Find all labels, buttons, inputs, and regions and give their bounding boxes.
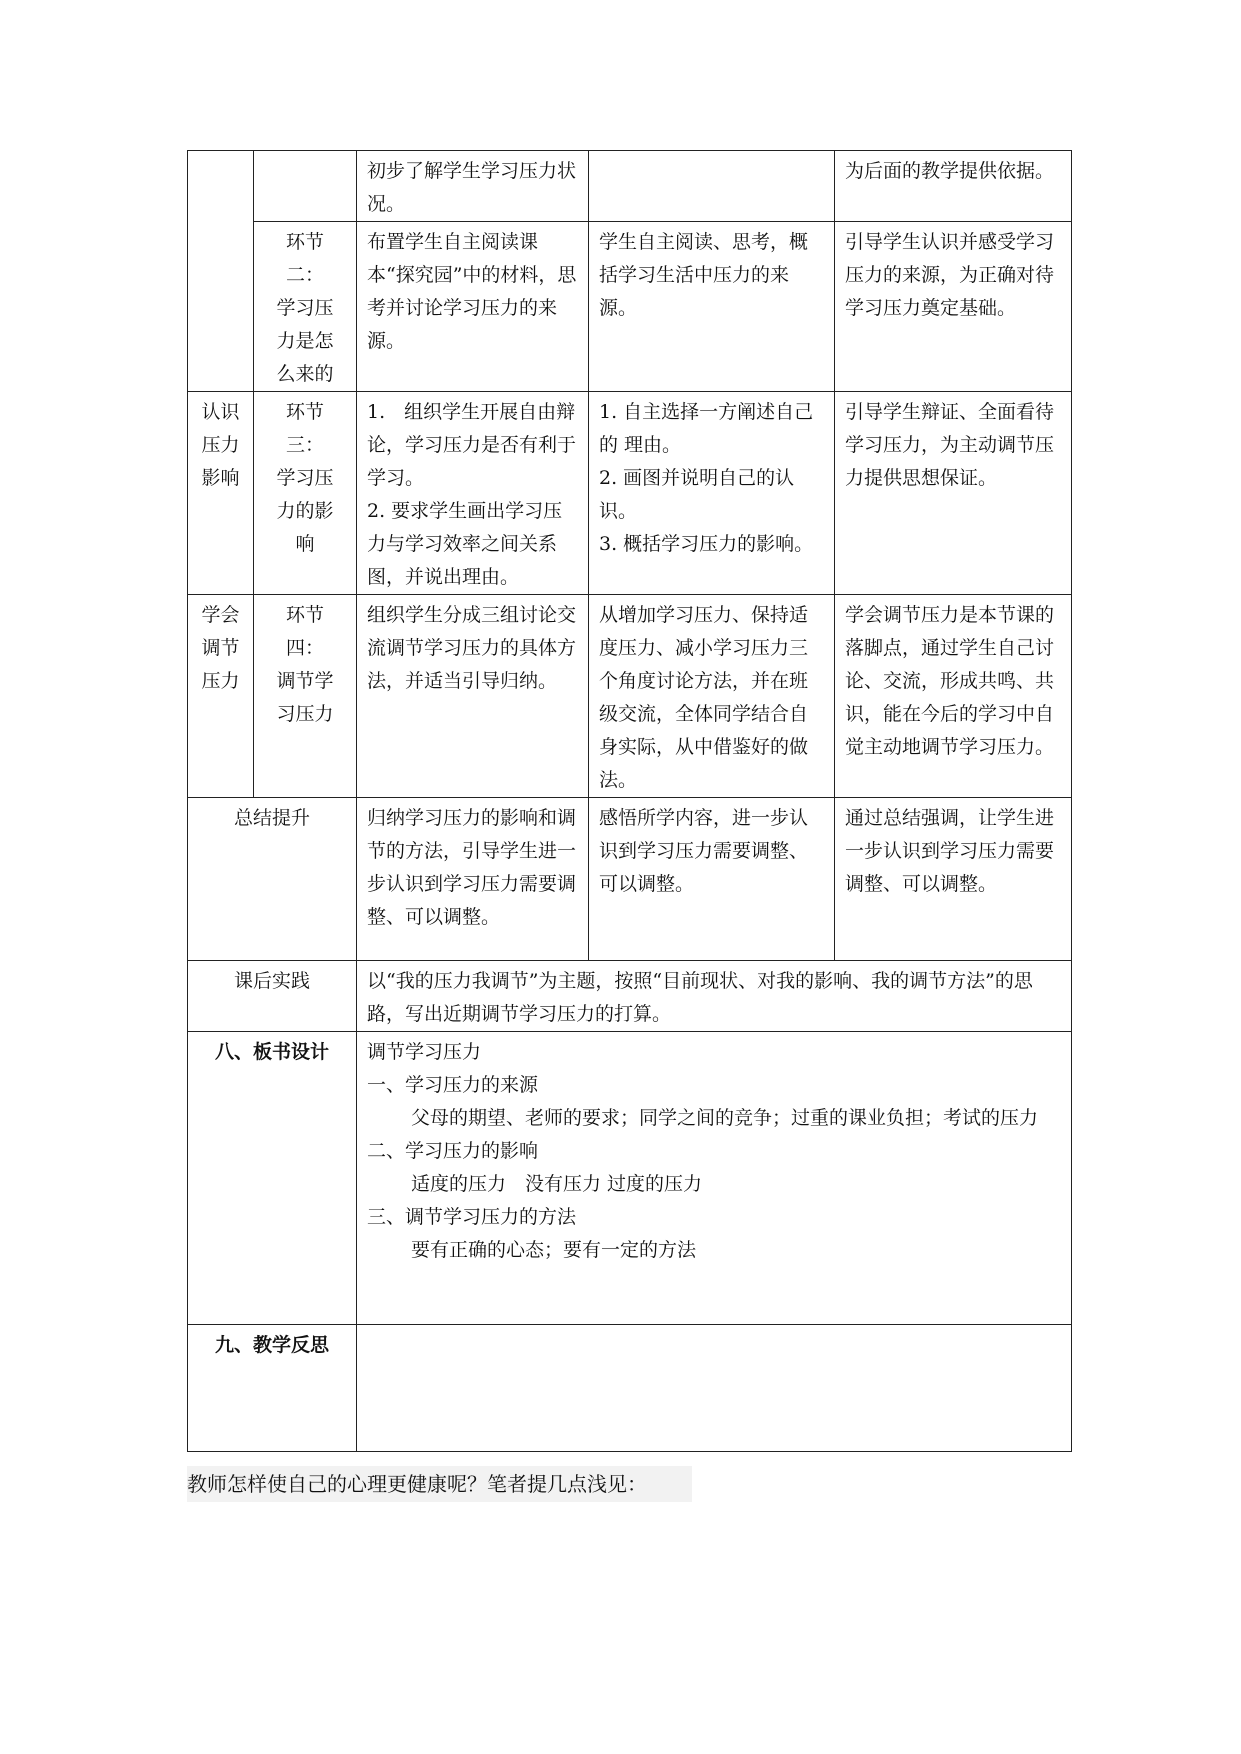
board-section-3: 三、调节学习压力的方法 bbox=[367, 1206, 577, 1228]
board-design-label-cell: 八、板书设计 bbox=[188, 1032, 357, 1325]
board-design-content-cell bbox=[357, 1032, 1072, 1325]
design-intent-cell: 通过总结强调，让学生进一步认识到学习压力需要调整、可以调整。 bbox=[835, 798, 1072, 961]
student-activity-cell: 1. 自主选择一方阐述自己的 理由。 2. 画图并说明自己的认识。 3. 概括学习压力的影响。 bbox=[589, 392, 835, 595]
board-section-2: 二、学习压力的影响 bbox=[367, 1140, 539, 1162]
design-intent-cell: 引导学生认识并感受学习压力的来源，为正确对待学习压力奠定基础。 bbox=[835, 222, 1072, 392]
board-section-3-detail: 要有正确的心态；要有一定的方法 bbox=[411, 1239, 697, 1261]
design-intent-cell: 为后面的教学提供依据。 bbox=[835, 151, 1072, 222]
summary-label-cell: 总结提升 bbox=[188, 798, 357, 961]
link-two-cell: 环节 二： 学习压 力是怎 么来的 bbox=[254, 222, 357, 392]
student-activity-cell: 感悟所学内容，进一步认识到学习压力需要调整、可以调整。 bbox=[589, 798, 835, 961]
teacher-activity-cell: 初步了解学生学习压力状况。 bbox=[357, 151, 589, 222]
student-activity-cell: 学生自主阅读、思考，概括学习生活中压力的来源。 bbox=[589, 222, 835, 392]
link-four-cell: 环节 四： 调节学 习压力 bbox=[254, 595, 357, 798]
table-row bbox=[188, 1032, 1072, 1325]
board-title: 调节学习压力 bbox=[367, 1041, 482, 1063]
student-activity-cell bbox=[589, 151, 835, 222]
stage-cell-empty bbox=[188, 151, 254, 392]
board-section-1-detail: 父母的期望、老师的要求；同学之间的竞争；过重的课业负担；考试的压力 bbox=[411, 1107, 1039, 1129]
stage-cell: 学会 调节 压力 bbox=[188, 595, 254, 798]
table-row bbox=[188, 961, 1072, 1032]
table-row bbox=[188, 1325, 1072, 1452]
student-activity-cell: 从增加学习压力、保持适度压力、减小学习压力三个角度讨论方法，并在班级交流，全体同学结合自身实际，从中借鉴好的做法。 bbox=[589, 595, 835, 798]
lesson-plan-table bbox=[187, 150, 1072, 1452]
practice-content-cell: 以“我的压力我调节”为主题，按照“目前现状、对我的影响、我的调节方法”的思路，写出近期调节学习压力的打算。 bbox=[357, 961, 1072, 1032]
practice-label-cell: 课后实践 bbox=[188, 961, 357, 1032]
table-row bbox=[188, 392, 1072, 595]
teacher-activity-cell: 组织学生分成三组讨论交流调节学习压力的具体方法，并适当引导归纳。 bbox=[357, 595, 589, 798]
design-intent-cell: 引导学生辩证、全面看待学习压力，为主动调节压力提供思想保证。 bbox=[835, 392, 1072, 595]
link-three-cell: 环节 三： 学习压 力的影 响 bbox=[254, 392, 357, 595]
body-paragraph: 教师怎样使自己的心理更健康呢？笔者提几点浅见： bbox=[187, 1466, 692, 1502]
table-row bbox=[188, 222, 1072, 392]
table-row bbox=[188, 595, 1072, 798]
board-section-2-detail: 适度的压力 没有压力 过度的压力 bbox=[411, 1173, 703, 1195]
teacher-activity-cell: 归纳学习压力的影响和调节的方法，引导学生进一步认识到学习压力需要调整、可以调整。 bbox=[357, 798, 589, 961]
stage-cell: 认识 压力 影响 bbox=[188, 392, 254, 595]
board-section-1: 一、学习压力的来源 bbox=[367, 1074, 539, 1096]
teacher-activity-cell: 布置学生自主阅读课本“探究园”中的材料，思考并讨论学习压力的来源。 bbox=[357, 222, 589, 392]
table-row bbox=[188, 151, 1072, 222]
design-intent-cell: 学会调节压力是本节课的落脚点，通过学生自己讨论、交流，形成共鸣、共识，能在今后的学习中自觉主动地调节学习压力。 bbox=[835, 595, 1072, 798]
teacher-activity-cell: 1. 组织学生开展自由辩论，学习压力是否有利于学习。 2. 要求学生画出学习压力与学习效率之间关系图，并说出理由。 bbox=[357, 392, 589, 595]
sub-cell-empty bbox=[254, 151, 357, 222]
reflection-label-cell: 九、教学反思 bbox=[188, 1325, 357, 1452]
reflection-content-cell bbox=[357, 1325, 1072, 1452]
table-row bbox=[188, 798, 1072, 961]
